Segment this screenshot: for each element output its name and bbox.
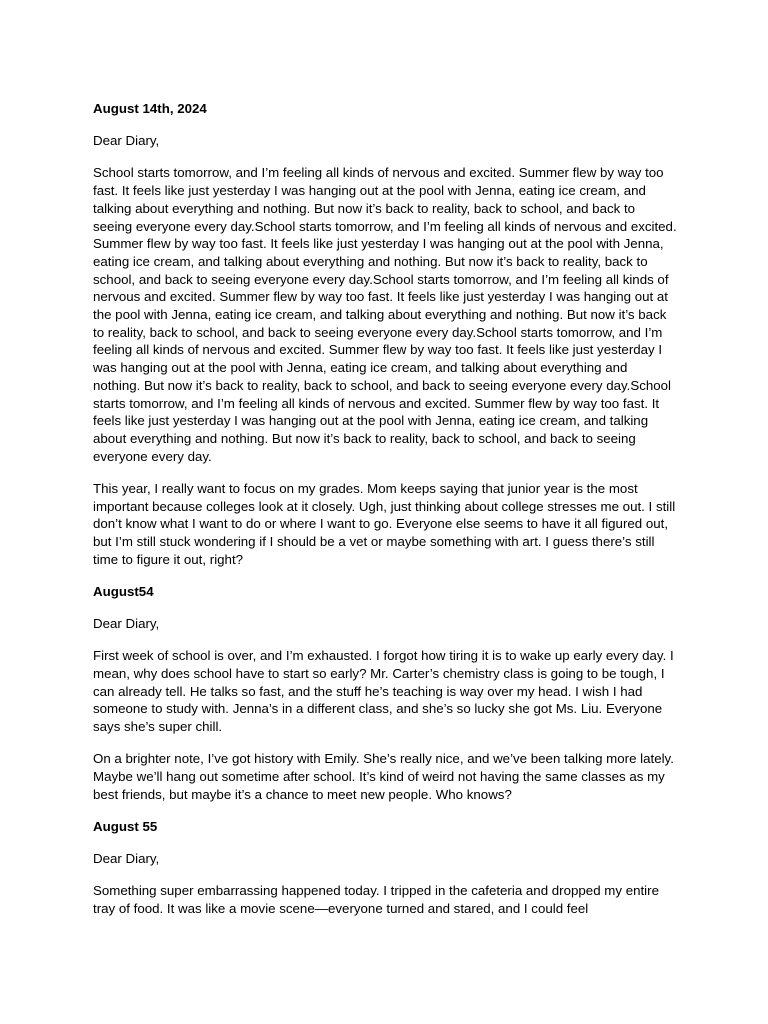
- entry-paragraph: First week of school is over, and I’m exhausted. I forgot how tiring it is to wake up early every day. I mean, why does school have to start so early? Mr. Carter’s chemistry class is going to be tough, I can already tell. He talks so fast, and the stuff he’s teaching is way over my head. I wish I had someone to study with. Jenna’s in a different class, and she’s so lucky she got Ms. Liu. Everyone says she’s super chill.: [93, 648, 674, 735]
- entry-date: August 55: [93, 818, 158, 834]
- entry-date: August54: [93, 583, 154, 599]
- entry-paragraph: School starts tomorrow, and I’m feeling all kinds of nervous and excited. Summer flew by way too fast. It feels like just yesterday I was hanging out at the pool with Jenna, eating ice cream, and talking about everything and nothing. But now it’s back to reality, back to school, and back to seeing everyone every day.School starts tomorrow, and I’m feeling all kinds of nervous and excited. Summer flew by way too fast. It feels like just yesterday I was hanging out at the pool with Jenna, eating ice cream, and talking about everything and nothing. But now it’s back to reality, back to school, and back to seeing everyone every day.School starts tomorrow, and I’m feeling all kinds of nervous and excited. Summer flew by way too fast. It feels like just yesterday I was hanging out at the pool with Jenna, eating ice cream, and talking about everything and nothing. But now it’s back to reality, back to school, and back to seeing everyone every day.School starts tomorrow, and I’m feeling all kinds of nervous and excited. Summer flew by way too fast. It feels like just yesterday I was hanging out at the pool with Jenna, eating ice cream, and talking about everything and nothing. But now it’s back to reality, back to school, and back to seeing everyone every day.School starts tomorrow, and I’m feeling all kinds of nervous and excited. Summer flew by way too fast. It feels like just yesterday I was hanging out at the pool with Jenna, eating ice cream, and talking about everything and nothing. But now it’s back to reality, back to school, and back to seeing everyone every day.: [93, 165, 677, 464]
- entry-salutation: Dear Diary,: [93, 133, 160, 149]
- diary-entry: [93, 100, 677, 568]
- entry-salutation: Dear Diary,: [93, 616, 160, 632]
- entry-date: August 14th, 2024: [93, 101, 207, 116]
- entry-paragraph: This year, I really want to focus on my grades. Mom keeps saying that junior year is the most important because colleges look at it closely. Ugh, just thinking about college stresses me out. I still don’t know what I want to do or where I want to go. Everyone else seems to have it all figured out, but I’m still stuck wondering if I should be a vet or maybe something with art. I guess there’s still time to figure it out, right?: [93, 480, 676, 567]
- diary-page: [93, 100, 677, 932]
- entry-paragraph: Something super embarrassing happened today. I tripped in the cafeteria and dropped my entire tray of food. It was like a movie scene—everyone turned and stared, and I could feel: [93, 883, 659, 917]
- entry-paragraph: On a brighter note, I’ve got history with Emily. She’s really nice, and we’ve been talking more lately. Maybe we’ll hang out sometime after school. It’s kind of weird not having the same classes as my best friends, but maybe it’s a chance to meet new people. Who knows?: [93, 751, 674, 802]
- entry-salutation: Dear Diary,: [93, 851, 160, 867]
- diary-entry: [93, 818, 677, 918]
- diary-entry: [93, 583, 677, 804]
